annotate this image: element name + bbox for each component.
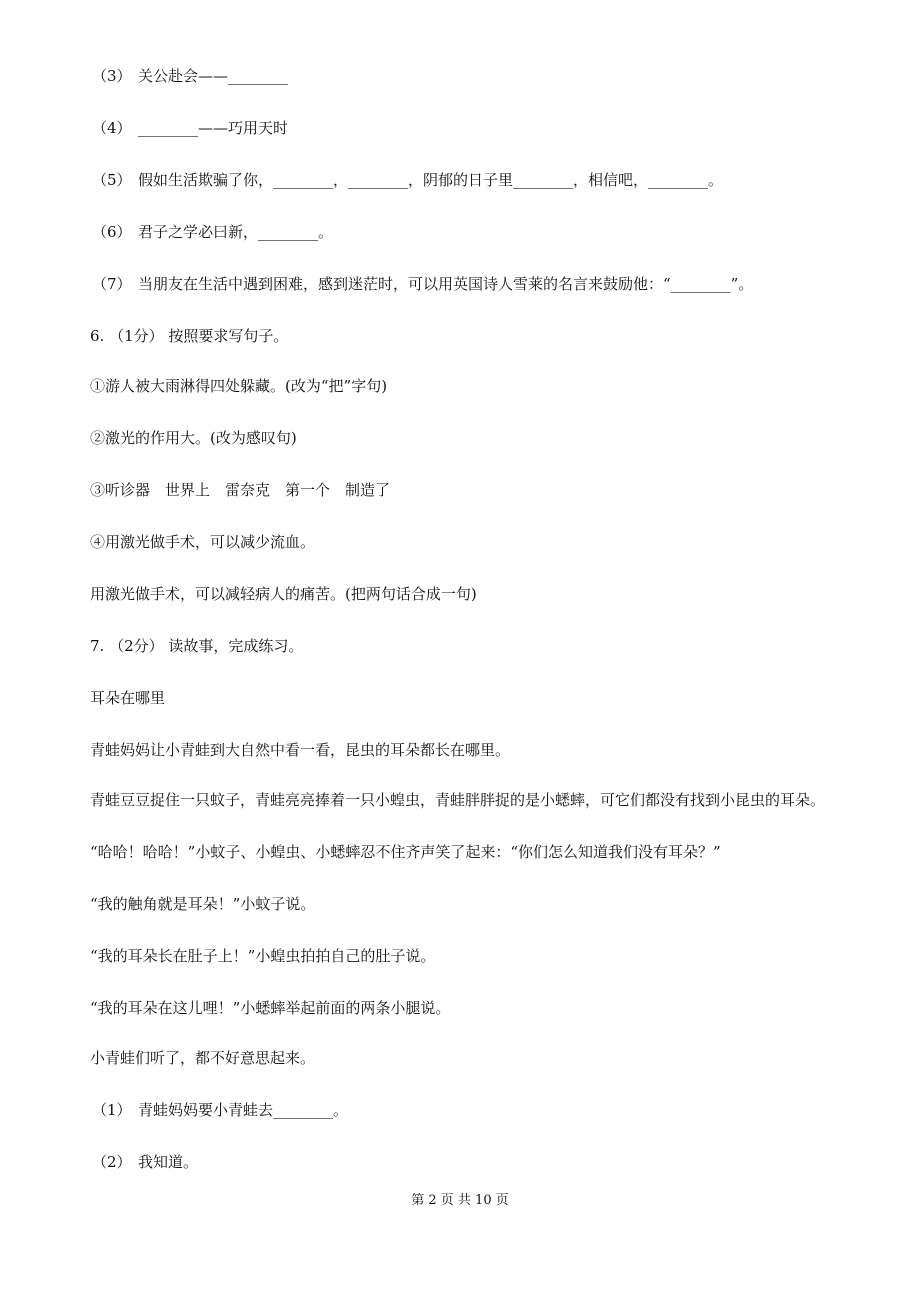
story-paragraph: “我的触角就是耳朵！”小蚊子说。 <box>90 895 316 913</box>
question-6-header: 6. （1分） 按照要求写句子。 <box>90 327 289 345</box>
story-title: 耳朵在哪里 <box>90 689 166 707</box>
story-paragraph: 青蛙妈妈让小青蛙到大自然中看一看，昆虫的耳朵都长在哪里。 <box>90 741 511 759</box>
story-paragraph: “我的耳朵在这儿哩！”小蟋蟀举起前面的两条小腿说。 <box>90 999 451 1017</box>
q7-sub-1 <box>92 1100 348 1120</box>
item-number: （1） <box>92 1101 132 1119</box>
item-text: 假如生活欺骗了你，________，________，阴郁的日子里________，相信吧，________。 <box>138 171 724 189</box>
fill-item-7 <box>92 274 753 294</box>
story-paragraph: “我的耳朵长在肚子上！”小蝗虫拍拍自己的肚子说。 <box>90 947 436 965</box>
item-number: （6） <box>92 223 132 241</box>
q6-item-1: ①游人被大雨淋得四处躲藏。(改为“把”字句) <box>90 377 388 395</box>
story-paragraph: 青蛙豆豆捉住一只蚊子，青蛙亮亮捧着一只小蝗虫，青蛙胖胖捉的是小蟋蟀，可它们都没有找到小昆虫的耳朵。 <box>90 791 826 809</box>
q6-item-4: ④用激光做手术，可以减少流血。 <box>90 533 316 551</box>
question-7-header: 7. （2分） 读故事，完成练习。 <box>90 637 304 655</box>
fill-item-4 <box>92 118 288 138</box>
item-number: （2） <box>92 1153 132 1171</box>
item-text: ________——巧用天时 <box>138 119 289 137</box>
item-number: （7） <box>92 275 132 293</box>
page-footer: 第 2 页 共 10 页 <box>411 1193 509 1208</box>
item-text: 青蛙妈妈要小青蛙去________。 <box>138 1101 349 1119</box>
fill-item-6 <box>92 222 333 242</box>
item-text: 关公赴会——________ <box>138 67 289 85</box>
item-number: （3） <box>92 67 132 85</box>
item-text: 我知道。 <box>138 1153 199 1171</box>
item-text: 君子之学必曰新，________。 <box>138 223 334 241</box>
item-number: （4） <box>92 119 132 137</box>
item-number: （5） <box>92 171 132 189</box>
q6-item-2: ②激光的作用大。(改为感叹句) <box>90 429 297 447</box>
q7-sub-2 <box>92 1152 198 1172</box>
story-paragraph: “哈哈！哈哈！”小蚊子、小蝗虫、小蟋蟀忍不住齐声笑了起来：“你们怎么知道我们没有耳朵？” <box>90 843 721 861</box>
q6-item-3: ③听诊器 世界上 雷奈克 第一个 制造了 <box>90 481 391 499</box>
fill-item-5 <box>92 170 723 190</box>
q6-item-5: 用激光做手术，可以减轻病人的痛苦。(把两句话合成一句) <box>90 585 477 603</box>
story-paragraph: 小青蛙们听了，都不好意思起来。 <box>90 1049 316 1067</box>
item-text: 当朋友在生活中遇到困难，感到迷茫时，可以用英国诗人雪莱的名言来鼓励他：“________”。 <box>138 275 754 293</box>
fill-item-3 <box>92 66 288 86</box>
